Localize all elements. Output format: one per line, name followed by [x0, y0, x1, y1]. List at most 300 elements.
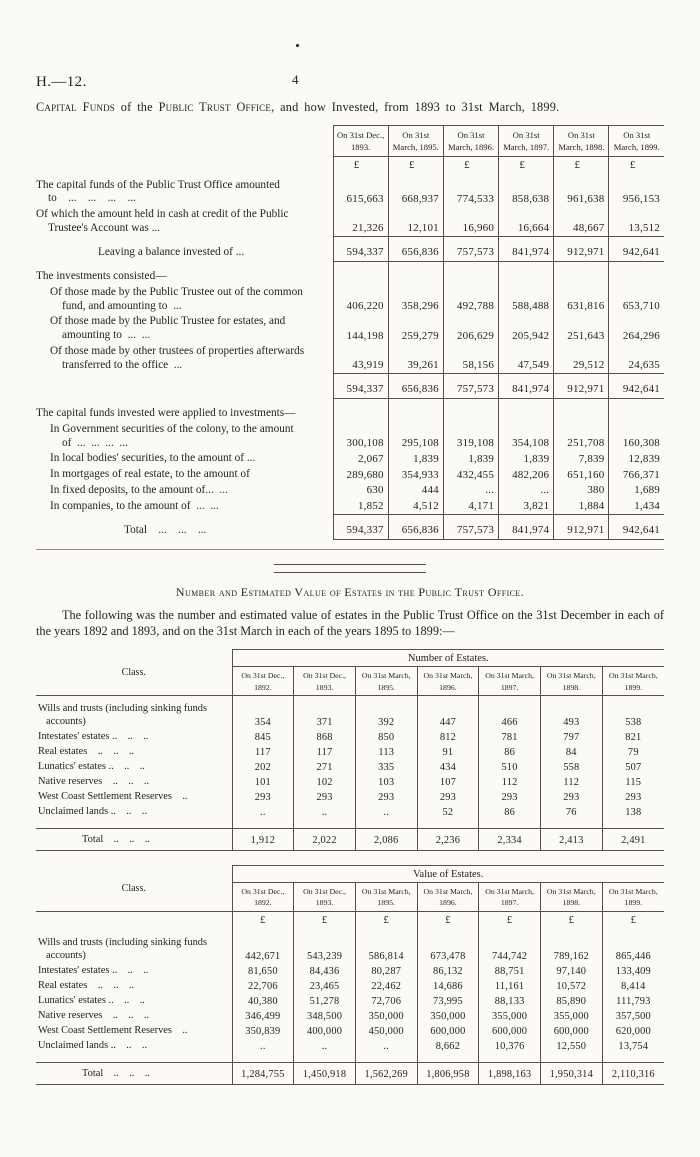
cell-value: 79	[602, 744, 664, 759]
cell-value: 543,239	[294, 930, 356, 963]
cell-value: 251,708	[554, 422, 609, 452]
table-row	[36, 237, 664, 261]
cell-value: 103	[355, 774, 417, 789]
row-label: Native reserves .. .. ..	[38, 1009, 150, 1021]
cell-value: 350,000	[417, 1008, 479, 1023]
column-header: On 31st March, 1897.	[499, 126, 554, 157]
cell-value: 86	[479, 744, 541, 759]
cell-value: ...	[443, 483, 498, 499]
cell-value: 76	[540, 804, 602, 829]
cell-value: 757,573	[443, 374, 498, 398]
cell-value: 271	[294, 759, 356, 774]
row-label: In Government securities of the colony, to the amount of ... ... ... ...	[50, 422, 294, 449]
cell-value: 101	[232, 774, 294, 789]
cell-value: 668,937	[388, 178, 443, 208]
row-label: The capital funds invested were applied to investments—	[36, 407, 296, 419]
cell-value: 912,971	[554, 515, 609, 539]
cell-value: 88,751	[479, 963, 541, 978]
document-title	[36, 100, 664, 115]
cell-value: 251,643	[554, 314, 609, 344]
table-row	[36, 515, 664, 539]
cell-value: 48,667	[554, 207, 609, 237]
cell-value: 13,512	[609, 207, 664, 237]
page-number: 4	[292, 72, 299, 87]
cell-value: 293	[479, 789, 541, 804]
cell-value: 346,499	[232, 1008, 294, 1023]
currency-symbol: £	[333, 157, 388, 178]
cell-value: 293	[294, 789, 356, 804]
currency-symbol: £	[232, 911, 294, 930]
cell-value	[443, 261, 498, 285]
title-segment: of the	[115, 100, 159, 114]
cell-value: 371	[294, 696, 356, 730]
cell-value: 7,839	[554, 451, 609, 467]
cell-value: ..	[232, 804, 294, 829]
cell-value: 797	[540, 729, 602, 744]
cell-value: 482,206	[499, 467, 554, 483]
corner-cell	[36, 126, 333, 157]
cell-value: 2,491	[602, 829, 664, 851]
table-row	[36, 398, 664, 422]
cell-value	[499, 261, 554, 285]
cell-value: 392	[355, 696, 417, 730]
cell-value: 295,108	[388, 422, 443, 452]
cell-value: ...	[499, 483, 554, 499]
table-row	[36, 261, 664, 285]
cell-value: 357,500	[602, 1008, 664, 1023]
cell-value: 40,380	[232, 993, 294, 1008]
cell-value: 673,478	[417, 930, 479, 963]
row-label: Of those made by the Public Trustee for estates, and amounting to ... ...	[50, 315, 286, 342]
cell-value: 600,000	[417, 1023, 479, 1038]
cell-value: 358,296	[388, 285, 443, 315]
cell-value: 594,337	[333, 374, 388, 398]
cell-value: 538	[602, 696, 664, 730]
title-segment: , and how Invested, from 1893 to 31st March, 1899.	[271, 100, 560, 114]
cell-value: 1,852	[333, 499, 388, 515]
cell-value: 912,971	[554, 374, 609, 398]
cell-value: 293	[355, 789, 417, 804]
corner-cell	[36, 157, 333, 178]
cell-value: 107	[417, 774, 479, 789]
cell-value: 47,549	[499, 344, 554, 374]
cell-value: 821	[602, 729, 664, 744]
column-header: On 31st March, 1896.	[443, 126, 498, 157]
column-header: On 31st March, 1896.	[417, 883, 479, 912]
cell-value: 10,572	[540, 978, 602, 993]
cell-value: 81,650	[232, 963, 294, 978]
cell-value: 942,641	[609, 515, 664, 539]
cell-value: 845	[232, 729, 294, 744]
column-header: On 31st March, 1899.	[602, 883, 664, 912]
table-row	[36, 1023, 664, 1038]
column-header: On 31st March, 1898.	[540, 667, 602, 696]
cell-value: 912,971	[554, 237, 609, 261]
title-segment: Public Trust Office	[158, 100, 272, 114]
cell-value	[554, 398, 609, 422]
table-row	[36, 789, 664, 804]
cell-value: 432,455	[443, 467, 498, 483]
cell-value: 1,450,918	[294, 1062, 356, 1084]
cell-value: 841,974	[499, 374, 554, 398]
table-row	[36, 422, 664, 452]
cell-value: 293	[417, 789, 479, 804]
table-row	[36, 829, 664, 851]
value-of-estates-table	[36, 865, 664, 1085]
caption-row	[36, 866, 664, 883]
cell-value: 14,686	[417, 978, 479, 993]
cell-value: 400,000	[294, 1023, 356, 1038]
cell-value: 942,641	[609, 374, 664, 398]
cell-value: 289,680	[333, 467, 388, 483]
section-heading: Number and Estimated Value of Estates in the Public Trust Office.	[175, 584, 525, 599]
cell-value: 942,641	[609, 237, 664, 261]
cell-value: 354	[232, 696, 294, 730]
cell-value: 789,162	[540, 930, 602, 963]
cell-value: 22,706	[232, 978, 294, 993]
cell-value: 586,814	[355, 930, 417, 963]
row-label: Total ... ... ...	[124, 524, 207, 537]
cell-value: 841,974	[499, 237, 554, 261]
cell-value: 39,261	[388, 344, 443, 374]
cell-value: 406,220	[333, 285, 388, 315]
caption-row	[36, 650, 664, 667]
table-row	[36, 963, 664, 978]
cell-value: 2,086	[355, 829, 417, 851]
cell-value: 354,933	[388, 467, 443, 483]
cell-value: 80,287	[355, 963, 417, 978]
cell-value: 293	[540, 789, 602, 804]
cell-value: 88,133	[479, 993, 541, 1008]
column-header: On 31st March, 1896.	[417, 667, 479, 696]
table-row	[36, 993, 664, 1008]
row-label: Wills and trusts (including sinking funds accounts)	[38, 936, 207, 961]
cell-value: 84	[540, 744, 602, 759]
class-column-header: Class.	[36, 866, 232, 912]
column-header: On 31st March, 1898.	[540, 883, 602, 912]
cell-value: 16,664	[499, 207, 554, 237]
cell-value: 450,000	[355, 1023, 417, 1038]
cell-value: 651,160	[554, 467, 609, 483]
row-label: Real estates .. .. ..	[38, 746, 135, 758]
currency-symbol: £	[388, 157, 443, 178]
cell-value: 656,836	[388, 515, 443, 539]
cell-value: 2,022	[294, 829, 356, 851]
cell-value: 1,284,755	[232, 1062, 294, 1084]
cell-value: 111,793	[602, 993, 664, 1008]
cell-value: 21,326	[333, 207, 388, 237]
cell-value: 2,236	[417, 829, 479, 851]
cell-value: 3,821	[499, 499, 554, 515]
row-label: Lunatics' estates .. .. ..	[38, 994, 145, 1006]
cell-value: 444	[388, 483, 443, 499]
cell-value: 594,337	[333, 515, 388, 539]
table-row	[36, 696, 664, 730]
cell-value: 117	[232, 744, 294, 759]
cell-value: 202	[232, 759, 294, 774]
row-label	[36, 374, 333, 398]
scan-artifact-dot	[296, 44, 299, 47]
cell-value: 956,153	[609, 178, 664, 208]
cell-value: 29,512	[554, 344, 609, 374]
cell-value: 319,108	[443, 422, 498, 452]
cell-value: 348,500	[294, 1008, 356, 1023]
row-label: In local bodies' securities, to the amount of ...	[50, 452, 256, 465]
cell-value: 858,638	[499, 178, 554, 208]
row-label: Total .. .. ..	[36, 1062, 232, 1084]
cell-value: ..	[294, 804, 356, 829]
row-label: West Coast Settlement Reserves ..	[38, 1024, 188, 1036]
cell-value: 507	[602, 759, 664, 774]
row-label: Of those made by the Public Trustee out of the common fund, and amounting to ...	[50, 285, 303, 312]
cell-value	[609, 261, 664, 285]
row-label: Unclaimed lands .. .. ..	[38, 806, 148, 818]
cell-value: 160,308	[609, 422, 664, 452]
row-label: Lunatics' estates .. .. ..	[38, 761, 145, 773]
column-header: On 31st Dec., 1892.	[232, 883, 294, 912]
table-row	[36, 1038, 664, 1063]
table-row	[36, 374, 664, 398]
cell-value: 466	[479, 696, 541, 730]
cell-value: 757,573	[443, 237, 498, 261]
cell-value: 264,296	[609, 314, 664, 344]
number-of-estates-table	[36, 649, 664, 851]
cell-value: 138	[602, 804, 664, 829]
table-caption: Number of Estates.	[232, 650, 664, 667]
cell-value: 12,550	[540, 1038, 602, 1063]
cell-value: 355,000	[540, 1008, 602, 1023]
cell-value: 1,912	[232, 829, 294, 851]
cell-value	[443, 398, 498, 422]
corner-cell	[36, 911, 232, 930]
cell-value: 12,101	[388, 207, 443, 237]
page-header	[36, 72, 664, 98]
row-label: Unclaimed lands .. .. ..	[38, 1039, 148, 1051]
column-header: On 31st Dec., 1893.	[294, 667, 356, 696]
cell-value: 447	[417, 696, 479, 730]
currency-symbol: £	[479, 911, 541, 930]
column-header: On 31st Dec., 1893.	[333, 126, 388, 157]
table-row	[36, 774, 664, 789]
cell-value: 744,742	[479, 930, 541, 963]
cell-value: 1,806,958	[417, 1062, 479, 1084]
cell-value: 630	[333, 483, 388, 499]
cell-value: 1,898,163	[479, 1062, 541, 1084]
row-label: Native reserves .. .. ..	[38, 776, 150, 788]
cell-value: 558	[540, 759, 602, 774]
cell-value: 434	[417, 759, 479, 774]
cell-value: 620,000	[602, 1023, 664, 1038]
cell-value: 293	[232, 789, 294, 804]
cell-value: 1,562,269	[355, 1062, 417, 1084]
cell-value: 350,000	[355, 1008, 417, 1023]
currency-symbol: £	[294, 911, 356, 930]
row-label: Total .. .. ..	[36, 829, 232, 851]
cell-value: 293	[602, 789, 664, 804]
cell-value: 510	[479, 759, 541, 774]
cell-value: 653,710	[609, 285, 664, 315]
row-label: Intestates' estates .. .. ..	[38, 964, 149, 976]
cell-value: 354,108	[499, 422, 554, 452]
cell-value: 23,465	[294, 978, 356, 993]
cell-value: 300,108	[333, 422, 388, 452]
cell-value	[388, 398, 443, 422]
cell-value: 2,334	[479, 829, 541, 851]
intro-paragraph: The following was the number and estimated value of estates in the Public Trust Office on the 31st December in each of the years 1892 and 1893, and on the 31st March in each of the years 1895 to 1899:—	[36, 607, 664, 639]
currency-symbol: £	[554, 157, 609, 178]
table-row	[36, 451, 664, 467]
column-header: On 31st Dec., 1892.	[232, 667, 294, 696]
row-label: In mortgages of real estate, to the amount of	[50, 468, 250, 481]
cell-value: 16,960	[443, 207, 498, 237]
row-label: Real estates .. .. ..	[38, 979, 135, 991]
cell-value: 43,919	[333, 344, 388, 374]
table-caption: Value of Estates.	[232, 866, 664, 883]
capital-table	[36, 125, 664, 540]
cell-value: 774,533	[443, 178, 498, 208]
cell-value: 2,110,316	[602, 1062, 664, 1084]
cell-value: 91	[417, 744, 479, 759]
table-row	[36, 759, 664, 774]
row-label: Intestates' estates .. .. ..	[38, 731, 149, 743]
table-row	[36, 744, 664, 759]
column-header: On 31st March, 1898.	[554, 126, 609, 157]
table-row	[36, 978, 664, 993]
currency-symbol: £	[602, 911, 664, 930]
cell-value: 133,409	[602, 963, 664, 978]
cell-value: ..	[232, 1038, 294, 1063]
section-divider	[274, 564, 426, 573]
cell-value: 24,635	[609, 344, 664, 374]
column-header: On 31st March, 1897.	[479, 883, 541, 912]
table-row	[36, 344, 664, 374]
currency-symbol: £	[540, 911, 602, 930]
cell-value: 594,337	[333, 237, 388, 261]
column-header: On 31st March, 1895.	[355, 883, 417, 912]
cell-value: 8,662	[417, 1038, 479, 1063]
cell-value: 1,434	[609, 499, 664, 515]
table-row	[36, 178, 664, 208]
cell-value: 615,663	[333, 178, 388, 208]
cell-value: 11,161	[479, 978, 541, 993]
cell-value: 102	[294, 774, 356, 789]
cell-value: 656,836	[388, 237, 443, 261]
column-header: On 31st Dec., 1893.	[294, 883, 356, 912]
row-label: Of those made by other trustees of properties afterwards transferred to the office ...	[50, 345, 305, 371]
cell-value: 781	[479, 729, 541, 744]
cell-value: 1,839	[499, 451, 554, 467]
document-reference: H.—12.	[36, 74, 87, 90]
currency-symbol: £	[443, 157, 498, 178]
table-row	[36, 467, 664, 483]
cell-value: 600,000	[540, 1023, 602, 1038]
row-label: Wills and trusts (including sinking funds accounts)	[38, 703, 207, 728]
cell-value	[333, 261, 388, 285]
table-row	[36, 207, 664, 237]
cell-value: 493	[540, 696, 602, 730]
column-header: On 31st March, 1899.	[602, 667, 664, 696]
cell-value: 656,836	[388, 374, 443, 398]
cell-value: 757,573	[443, 515, 498, 539]
cell-value: 112	[479, 774, 541, 789]
cell-value: 206,629	[443, 314, 498, 344]
cell-value: 1,950,314	[540, 1062, 602, 1084]
cell-value: 442,671	[232, 930, 294, 963]
cell-value: 97,140	[540, 963, 602, 978]
cell-value: 10,376	[479, 1038, 541, 1063]
cell-value: ..	[294, 1038, 356, 1063]
cell-value: 631,816	[554, 285, 609, 315]
cell-value: 113	[355, 744, 417, 759]
cell-value: 72,706	[355, 993, 417, 1008]
cell-value: 115	[602, 774, 664, 789]
cell-value: 961,638	[554, 178, 609, 208]
cell-value: 380	[554, 483, 609, 499]
column-header: On 31st March, 1895.	[355, 667, 417, 696]
cell-value	[333, 398, 388, 422]
cell-value	[609, 398, 664, 422]
cell-value: 84,436	[294, 963, 356, 978]
cell-value: 812	[417, 729, 479, 744]
currency-row	[36, 911, 664, 930]
cell-value: 259,279	[388, 314, 443, 344]
cell-value: 86	[479, 804, 541, 829]
cell-value: 86,132	[417, 963, 479, 978]
cell-value: 850	[355, 729, 417, 744]
cell-value: 144,198	[333, 314, 388, 344]
class-column-header: Class.	[36, 650, 232, 696]
cell-value: 112	[540, 774, 602, 789]
cell-value: 4,512	[388, 499, 443, 515]
cell-value	[499, 398, 554, 422]
column-header: On 31st March, 1897.	[479, 667, 541, 696]
currency-symbol: £	[355, 911, 417, 930]
column-header: On 31st March, 1899.	[609, 126, 664, 157]
column-header: On 31st March, 1895.	[388, 126, 443, 157]
cell-value: 51,278	[294, 993, 356, 1008]
currency-symbol: £	[499, 157, 554, 178]
table-row	[36, 314, 664, 344]
cell-value: 588,488	[499, 285, 554, 315]
cell-value: 22,462	[355, 978, 417, 993]
cell-value: 865,446	[602, 930, 664, 963]
cell-value: 1,884	[554, 499, 609, 515]
cell-value: 841,974	[499, 515, 554, 539]
table-row	[36, 483, 664, 499]
title-segment: Capital Funds	[36, 100, 115, 114]
row-label: Leaving a balance invested of ...	[98, 246, 245, 259]
cell-value: 205,942	[499, 314, 554, 344]
table-row	[36, 729, 664, 744]
cell-value: 600,000	[479, 1023, 541, 1038]
cell-value: 73,995	[417, 993, 479, 1008]
table-row	[36, 285, 664, 315]
currency-symbol: £	[609, 157, 664, 178]
table-row	[36, 804, 664, 829]
table-row	[36, 1062, 664, 1084]
cell-value: 85,890	[540, 993, 602, 1008]
cell-value	[554, 261, 609, 285]
cell-value: 52	[417, 804, 479, 829]
header-row	[36, 126, 664, 157]
cell-value: 350,839	[232, 1023, 294, 1038]
cell-value: 4,171	[443, 499, 498, 515]
cell-value: 1,839	[443, 451, 498, 467]
cell-value: 2,067	[333, 451, 388, 467]
cell-value: 1,689	[609, 483, 664, 499]
row-label: The investments consisted—	[36, 270, 167, 283]
cell-value: 868	[294, 729, 356, 744]
